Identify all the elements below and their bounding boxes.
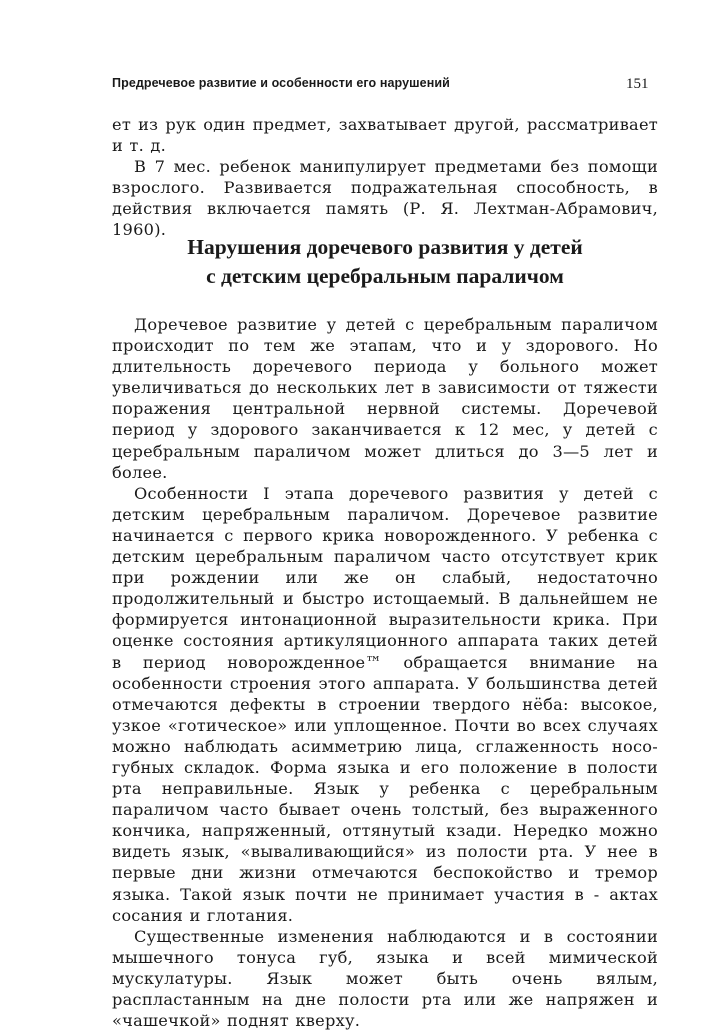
paragraph: Существенные изменения наблюдаются и в состоянии мышечного тонуса губ, языка и всей мимической мускулатуры. Язык может быть очень вялым, распластанным на дне полости рта или же напряжен и «чашечкой» поднят кверху. [112, 926, 658, 1031]
page-number: 151 [626, 76, 649, 92]
section-heading [112, 233, 658, 291]
section-heading-line: с детским церебральным параличом [206, 264, 564, 288]
section-body [112, 314, 658, 1031]
paragraph: ет из рук один предмет, захватывает другой, рассматривает и т. д. [112, 115, 658, 156]
running-title: Предречевое развитие и особенности его нарушений [112, 76, 450, 90]
section-heading-line: Нарушения доречевого развития у детей [187, 235, 583, 259]
paragraph: Доречевое развитие у детей с церебральным параличом происходит по тем же этапам, что и у здорового. Но длительность доречевого периода у больного может увеличиваться до нескольких лет в зависимости от тяжести поражения центральной нервной системы. Доречевой период у здорового заканчивается к 12 мес, у детей с церебральным параличом может длиться до 3—5 лет и более. [112, 315, 658, 482]
paragraph: В 7 мес. ребенок манипулирует предметами без помощи взрослого. Развивается подражательная способность, в действия включается память (Р. Я. Лехтман-Абрамович, 1960). [112, 157, 658, 240]
intro-text [112, 114, 658, 241]
paragraph: Особенности I этапа доречевого развития у детей с детским церебральным параличом. Доречевое развитие начинается с первого крика новорожденного. У ребенка с детским церебральным параличом часто отсутствует крик при рождении или же он слабый, недостаточно продолжительный и быстро истощаемый. В дальнейшем не формируется интонационной выразительности крика. При оценке состояния артикуляционного аппарата таких детей в период новорожденное™ обращается внимание на особенности строения этого аппарата. У большинства детей отмечаются дефекты в строении твердого нёба: высокое, узкое «готическое» или уплощенное. Почти во всех случаях можно наблюдать асимметрию лица, сглаженность носо-губных складок. Форма языка и его положение в полости рта неправильные. Язык у ребенка с церебральным параличом часто бывает очень толстый, без выраженного кончика, напряженный, оттянутый кзади. Нередко можно видеть язык, «вываливающийся» из полости рта. У нее в первые дни жизни отмечаются беспокойство и тремор языка. Такой язык почти не принимает участия в - актах сосания и глотания. [112, 483, 658, 925]
